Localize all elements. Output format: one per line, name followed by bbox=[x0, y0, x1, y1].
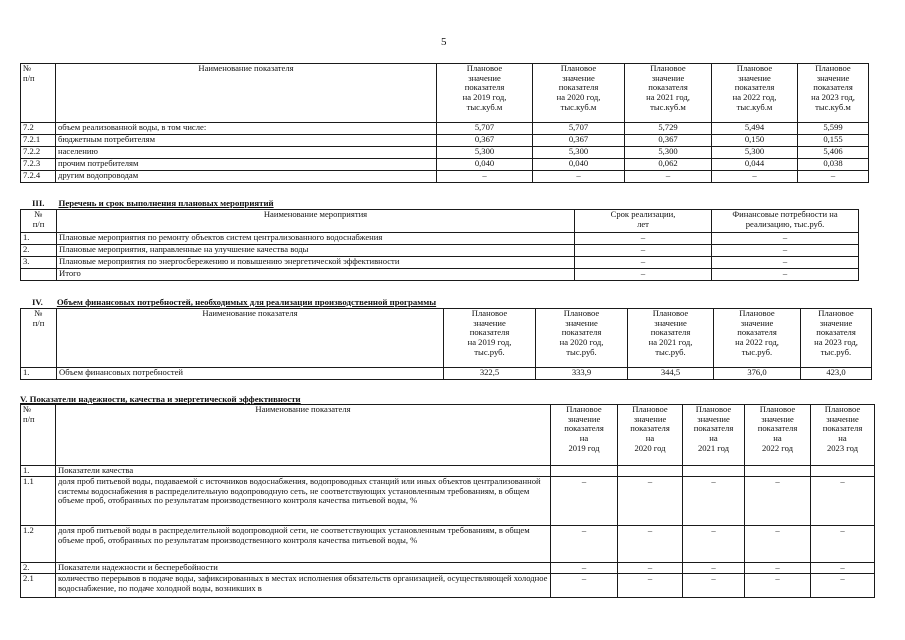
row-value: 5,300 bbox=[712, 147, 798, 159]
row-value: 5,729 bbox=[625, 123, 712, 135]
header-finance: Финансовые потребности на реализацию, тыс.руб. bbox=[712, 210, 859, 233]
table-row bbox=[21, 477, 875, 526]
table-row bbox=[21, 269, 859, 281]
section-4-title-text: Объем финансовых потребностей, необходимых для реализации производственной программы bbox=[56, 297, 437, 307]
table-row bbox=[21, 147, 869, 159]
header-num: № п/п bbox=[21, 405, 56, 466]
section-3-title bbox=[32, 198, 274, 208]
measures-table bbox=[20, 209, 859, 281]
row-value bbox=[683, 466, 745, 477]
header-year: Плановое значение показателя на 2020 год, тыс.куб.м bbox=[533, 64, 625, 123]
row-value: – bbox=[811, 477, 875, 526]
row-num: 7.2.1 bbox=[21, 135, 56, 147]
row-finance: – bbox=[712, 257, 859, 269]
header-term: Срок реализации, лет bbox=[575, 210, 712, 233]
row-value: 0,038 bbox=[798, 159, 869, 171]
table-row bbox=[21, 233, 859, 245]
row-value: – bbox=[712, 171, 798, 183]
row-value: 5,599 bbox=[798, 123, 869, 135]
row-finance: – bbox=[712, 269, 859, 281]
row-num: 3. bbox=[21, 257, 57, 269]
row-value: 0,044 bbox=[712, 159, 798, 171]
header-name: Наименование показателя bbox=[56, 405, 551, 466]
row-num: 1.2 bbox=[21, 526, 56, 563]
finance-needs-table bbox=[20, 308, 872, 380]
table-row bbox=[21, 245, 859, 257]
header-year: Плановое значение показателя на 2020 год bbox=[618, 405, 683, 466]
header-year: Плановое значение показателя на 2021 год, тыс.руб. bbox=[628, 309, 714, 368]
row-value: 5,300 bbox=[437, 147, 533, 159]
row-value: 5,707 bbox=[533, 123, 625, 135]
row-num: 2.1 bbox=[21, 574, 56, 598]
row-value: 0,062 bbox=[625, 159, 712, 171]
row-value bbox=[618, 466, 683, 477]
row-finance: – bbox=[712, 233, 859, 245]
row-num bbox=[21, 269, 57, 281]
row-value: 344,5 bbox=[628, 368, 714, 380]
table-row bbox=[21, 526, 875, 563]
table-row bbox=[21, 368, 872, 380]
row-value: – bbox=[551, 477, 618, 526]
row-value bbox=[745, 466, 811, 477]
section-5-title-text: V. Показатели надежности, качества и энергетической эффективности bbox=[20, 394, 301, 404]
header-num: № п/п bbox=[21, 64, 56, 123]
header-year: Плановое значение показателя на 2022 год, тыс.куб.м bbox=[712, 64, 798, 123]
row-value: – bbox=[618, 574, 683, 598]
row-value: – bbox=[618, 526, 683, 563]
row-name: доля проб питьевой воды в распределительной водопроводной сети, не соответствующих установленным требованиям, в общем объеме проб, отобранных по результатам производственного контроля качества питьевой воды, % bbox=[56, 526, 551, 563]
row-value: – bbox=[618, 563, 683, 574]
table-row bbox=[21, 563, 875, 574]
row-name: количество перерывов в подаче воды, зафиксированных в местах исполнения обязательств организацией, осуществляющей холодное водоснабжение, по подаче холодной воды, возникших в bbox=[56, 574, 551, 598]
row-value: – bbox=[551, 563, 618, 574]
section-5-title bbox=[20, 394, 301, 404]
row-value: 5,707 bbox=[437, 123, 533, 135]
row-name: Плановые мероприятия, направленные на улучшение качества воды bbox=[57, 245, 575, 257]
row-value: – bbox=[551, 574, 618, 598]
row-value: 5,300 bbox=[533, 147, 625, 159]
row-value: 376,0 bbox=[714, 368, 801, 380]
row-value bbox=[551, 466, 618, 477]
row-value bbox=[811, 466, 875, 477]
row-name: бюджетным потребителям bbox=[56, 135, 437, 147]
row-name: Плановые мероприятия по энергосбережению и повышению энергетической эффективности bbox=[57, 257, 575, 269]
row-term: – bbox=[575, 245, 712, 257]
row-num: 2. bbox=[21, 563, 56, 574]
row-value: 5,406 bbox=[798, 147, 869, 159]
water-volume-table bbox=[20, 63, 869, 183]
header-year: Плановое значение показателя на 2021 год, тыс.куб.м bbox=[625, 64, 712, 123]
header-year: Плановое значение показателя на 2019 год, тыс.руб. bbox=[444, 309, 536, 368]
row-name: Плановые мероприятия по ремонту объектов систем централизованного водоснабжения bbox=[57, 233, 575, 245]
header-year: Плановое значение показателя на 2019 год, тыс.куб.м bbox=[437, 64, 533, 123]
row-name: Итого bbox=[57, 269, 575, 281]
row-num: 7.2.4 bbox=[21, 171, 56, 183]
row-num: 1. bbox=[21, 466, 56, 477]
row-name: другим водопроводам bbox=[56, 171, 437, 183]
section-3-title-text: Перечень и срок выполнения плановых мероприятий bbox=[58, 198, 274, 208]
table-row bbox=[21, 135, 869, 147]
row-value: – bbox=[683, 477, 745, 526]
row-value: – bbox=[811, 574, 875, 598]
table-row bbox=[21, 466, 875, 477]
row-num: 7.2 bbox=[21, 123, 56, 135]
row-value: 0,367 bbox=[533, 135, 625, 147]
row-value: – bbox=[745, 563, 811, 574]
row-value: 0,155 bbox=[798, 135, 869, 147]
header-year: Плановое значение показателя на 2022 год bbox=[745, 405, 811, 466]
row-value: 333,9 bbox=[536, 368, 628, 380]
header-num: № п/п bbox=[21, 309, 57, 368]
row-name: Объем финансовых потребностей bbox=[57, 368, 444, 380]
table-row bbox=[21, 159, 869, 171]
row-name: объем реализованной воды, в том числе: bbox=[56, 123, 437, 135]
section-4-number: IV. bbox=[32, 297, 43, 307]
row-finance: – bbox=[712, 245, 859, 257]
row-value: – bbox=[618, 477, 683, 526]
row-value: – bbox=[683, 526, 745, 563]
table-row bbox=[21, 257, 859, 269]
row-value: – bbox=[683, 574, 745, 598]
table-header-row bbox=[21, 64, 869, 123]
row-value: – bbox=[745, 574, 811, 598]
row-value: 423,0 bbox=[801, 368, 872, 380]
table-header-row bbox=[21, 210, 859, 233]
row-num: 1. bbox=[21, 233, 57, 245]
row-name: Показатели качества bbox=[56, 466, 551, 477]
row-term: – bbox=[575, 257, 712, 269]
row-value: – bbox=[745, 477, 811, 526]
row-value: 5,300 bbox=[625, 147, 712, 159]
row-value: – bbox=[437, 171, 533, 183]
header-name: Наименование мероприятия bbox=[57, 210, 575, 233]
row-num: 1. bbox=[21, 368, 57, 380]
header-year: Плановое значение показателя на 2020 год, тыс.руб. bbox=[536, 309, 628, 368]
row-value: 0,367 bbox=[625, 135, 712, 147]
header-name: Наименование показателя bbox=[57, 309, 444, 368]
row-name: доля проб питьевой воды, подаваемой с источников водоснабжения, водопроводных станций или иных объектов централизованной системы водоснабжения в распределительную водопроводную сеть, не соответствующих установленным требованиям, в общем объеме проб, отобранных по результатам производственного контроля качества питьевой воды, % bbox=[56, 477, 551, 526]
row-value: 0,040 bbox=[533, 159, 625, 171]
row-value: – bbox=[811, 526, 875, 563]
section-3-number: III. bbox=[32, 198, 45, 208]
header-year: Плановое значение показателя на 2021 год bbox=[683, 405, 745, 466]
header-year: Плановое значение показателя на 2023 год, тыс.куб.м bbox=[798, 64, 869, 123]
section-4-title bbox=[32, 297, 436, 307]
table-row bbox=[21, 171, 869, 183]
row-term: – bbox=[575, 269, 712, 281]
table-header-row bbox=[21, 405, 875, 466]
row-value: – bbox=[811, 563, 875, 574]
header-year: Плановое значение показателя на 2022 год, тыс.руб. bbox=[714, 309, 801, 368]
row-num: 7.2.3 bbox=[21, 159, 56, 171]
table-header-row bbox=[21, 309, 872, 368]
header-num: № п/п bbox=[21, 210, 57, 233]
row-value: – bbox=[551, 526, 618, 563]
table-row bbox=[21, 574, 875, 598]
row-num: 7.2.2 bbox=[21, 147, 56, 159]
row-value: 0,367 bbox=[437, 135, 533, 147]
row-value: – bbox=[683, 563, 745, 574]
row-value: – bbox=[745, 526, 811, 563]
header-year: Плановое значение показателя на 2023 год, тыс.руб. bbox=[801, 309, 872, 368]
quality-indicators-table bbox=[20, 404, 875, 598]
header-year: Плановое значение показателя на 2019 год bbox=[551, 405, 618, 466]
row-num: 2. bbox=[21, 245, 57, 257]
row-num: 1.1 bbox=[21, 477, 56, 526]
row-value: – bbox=[533, 171, 625, 183]
row-value: 5,494 bbox=[712, 123, 798, 135]
row-value: 322,5 bbox=[444, 368, 536, 380]
row-value: 0,040 bbox=[437, 159, 533, 171]
table-row bbox=[21, 123, 869, 135]
row-value: 0,150 bbox=[712, 135, 798, 147]
row-value: – bbox=[625, 171, 712, 183]
page-number: 5 bbox=[441, 36, 447, 48]
row-name: прочим потребителям bbox=[56, 159, 437, 171]
row-term: – bbox=[575, 233, 712, 245]
header-name: Наименование показателя bbox=[56, 64, 437, 123]
row-name: Показатели надежности и бесперебойности bbox=[56, 563, 551, 574]
row-value: – bbox=[798, 171, 869, 183]
header-year: Плановое значение показателя на 2023 год bbox=[811, 405, 875, 466]
row-name: населению bbox=[56, 147, 437, 159]
